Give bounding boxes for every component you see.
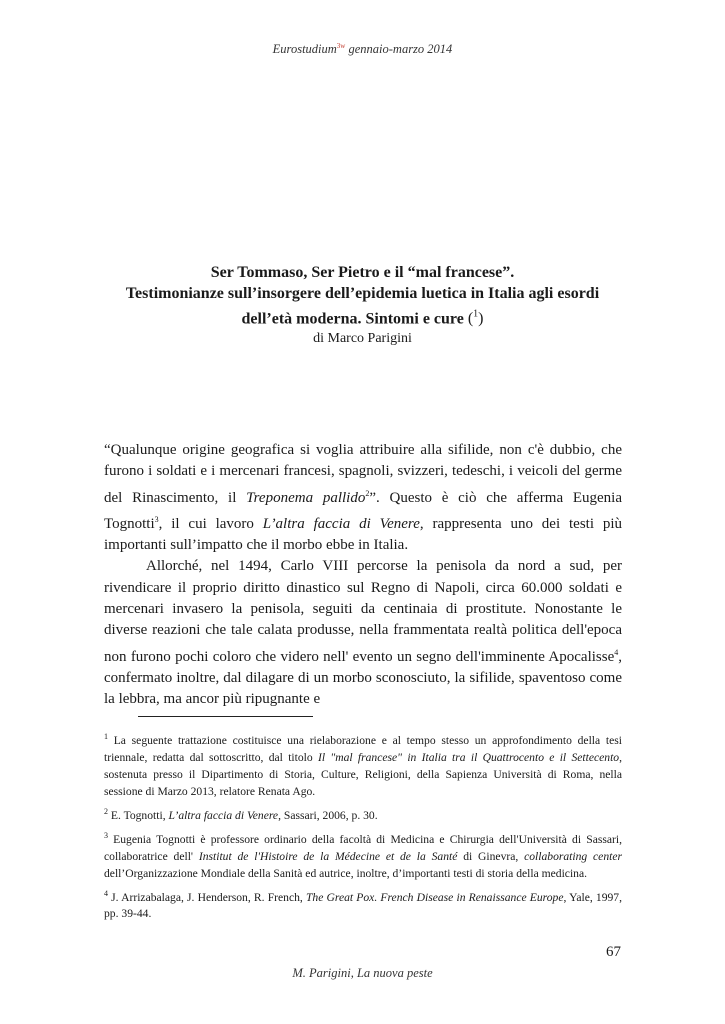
page-number: 67 [606,944,621,960]
journal-issue: gennaio-marzo 2014 [345,42,453,57]
footnote-ref-2[interactable]: 2 [365,488,370,498]
footnote-1: $^1$ La seguente trattazione costituisce una rielaborazione e al tempo stesso un approfondimento della tesi triennale, redatta dal sottoscritto, dal titolo Il "mal francese" in Italia tra il Quattrocento e il Settecento, sostenuta presso il Dipartimento di Storia, Culture, Religioni, della Sapienza Università di Roma, nella sessione di Marzo 2013, relatore Renata Ago. [104,732,622,798]
footnote-4: $^4$ J. Arrizabalaga, J. Henderson, R. French, The Great Pox. French Disease in Renaissance Europe, Yale, 1997, pp. 39-44. [104,888,622,921]
article-title-block [80,262,645,348]
paragraph-1: “Qualunque origine geografica si voglia attribuire alla sifilide, non c'è dubbio, che furono i soldati e i mercenari francesi, spagnoli, svizzeri, tedeschi, i veicoli del germe del Rinascimento, il Treponema pallido$^2$”. Questo è ciò che afferma Eugenia Tognotti$^3$, il cui lavoro L’altra faccia di Venere, rappresenta uno dei testi più importanti sull’impatto che il morbo ebbe in Italia. [104,442,623,554]
footnote-ref-3[interactable]: 3 [154,514,159,524]
footnote-ref-4[interactable]: 4 [614,647,619,657]
footnote-3: $^3$ Eugenia Tognotti è professore ordinario della facoltà di Medicina e Chirurgia dell'Università di Sassari, collaboratrice dell' Institut de l'Histoire de la Médecine et de la Santé di Ginevra, collaborating center dell’Organizzazione Mondiale della Sanità ed autrice, inoltre, d’importanti testi di storia della medicina. [104,830,622,880]
title-line-2: Testimonianze sull’insorgere dell’epidemia luetica in Italia agli esordi [125,285,600,302]
italic-book-title: L’altra faccia di Venere [262,515,420,532]
title-line-3-text: dell’età moderna. Sintomi e cure [241,310,464,328]
article-body [104,440,622,711]
title-line-3 [80,304,645,329]
title-line-1: Ser Tommaso, Ser Pietro e il “mal francese”. [210,264,515,281]
paragraph-2: Allorché, nel 1494, Carlo VIII percorse la penisola da nord a sud, per rivendicare il proprio diritto dinastico sul Regno di Napoli, circa 60.000 soldati e mercenari invasero la penisola, seguiti da centinaia di prostitute. Nonostante le diverse reazioni che tale calata produsse, nella frammentata realtà politica dell'epoca non furono pochi coloro che videro nell' evento un segno dell'imminente Apocalisse$^4$, confermato inoltre, dal dilagare di un morbo sconosciuto, la sifilide, spaventoso come la lebbra, ma ancor più ripugnante e [104,558,622,708]
italic-term: Treponema pallido [246,489,366,506]
title-footnote-ref[interactable]: ($^1$) [463,309,484,328]
running-footer: M. Parigini, La nuova peste [292,966,433,980]
running-header [0,42,725,57]
author-byline: di Marco Parigini [313,331,412,347]
footnote-2: $^2$ E. Tognotti, L’altra faccia di Venere, Sassari, 2006, p. 30. [104,806,378,822]
journal-name: Eurostudium [272,42,337,57]
journal-superscript: 3w [336,42,346,50]
footnote-divider [138,716,313,717]
footnotes-section [104,728,622,925]
